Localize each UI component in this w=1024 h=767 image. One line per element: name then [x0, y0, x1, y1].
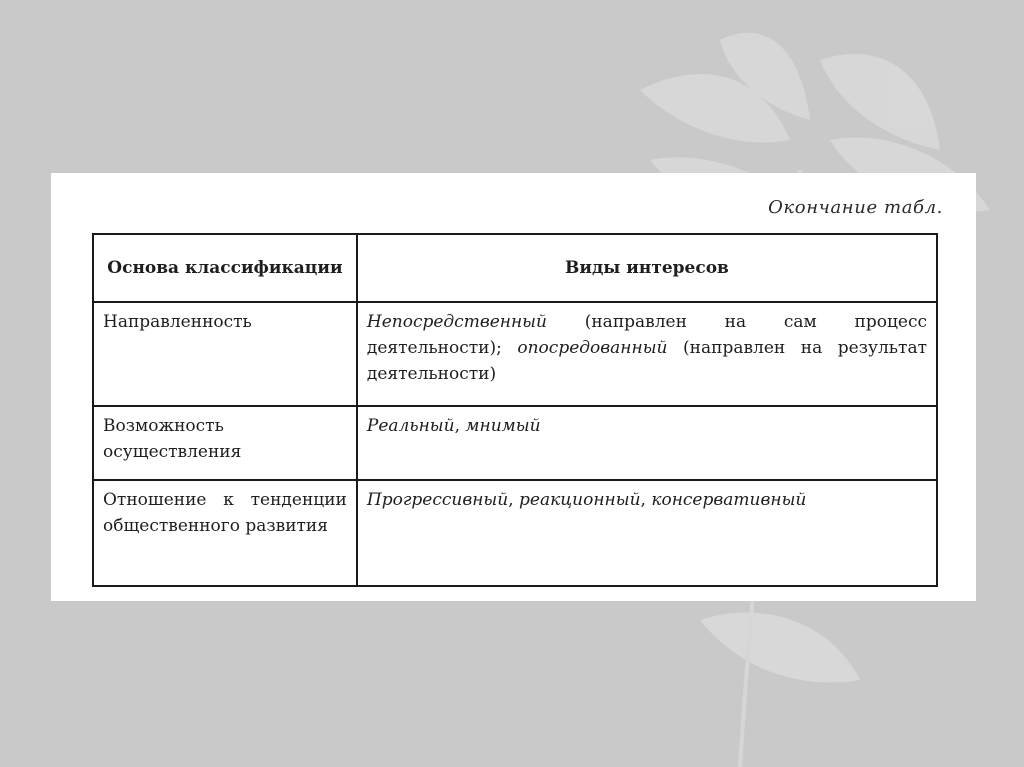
type-term: Прогрессивный [366, 490, 509, 510]
cell-basis: Возможность осуществления [93, 406, 357, 480]
cell-basis: Отношение к тенденции общественного развития [93, 480, 357, 586]
table-caption: Окончание табл. [768, 197, 943, 218]
cell-types [357, 302, 937, 406]
type-term: реакционный [519, 490, 641, 510]
header-types: Виды интересов [357, 234, 937, 302]
type-term: мнимый [465, 416, 541, 436]
cell-types [357, 406, 937, 480]
type-term: Непосредственный [366, 312, 547, 332]
type-term: опосредованный [517, 338, 668, 358]
cell-basis: Направленность [93, 302, 357, 406]
table-header-row [93, 234, 937, 302]
cell-types [357, 480, 937, 586]
table-row [93, 302, 937, 406]
interests-classification-table [92, 233, 938, 587]
document-sheet [51, 173, 976, 601]
type-separator: , [454, 416, 466, 436]
type-term: Реальный [366, 416, 455, 436]
type-term: консервативный [651, 490, 807, 510]
table-row [93, 480, 937, 586]
table-row [93, 406, 937, 480]
type-note: (направлен на сам процесс деятельности); [366, 312, 927, 358]
type-note: (направлен на результат деятельности) [366, 338, 927, 384]
type-separator: , [640, 490, 652, 510]
header-basis: Основа классификации [93, 234, 357, 302]
type-separator: , [508, 490, 520, 510]
